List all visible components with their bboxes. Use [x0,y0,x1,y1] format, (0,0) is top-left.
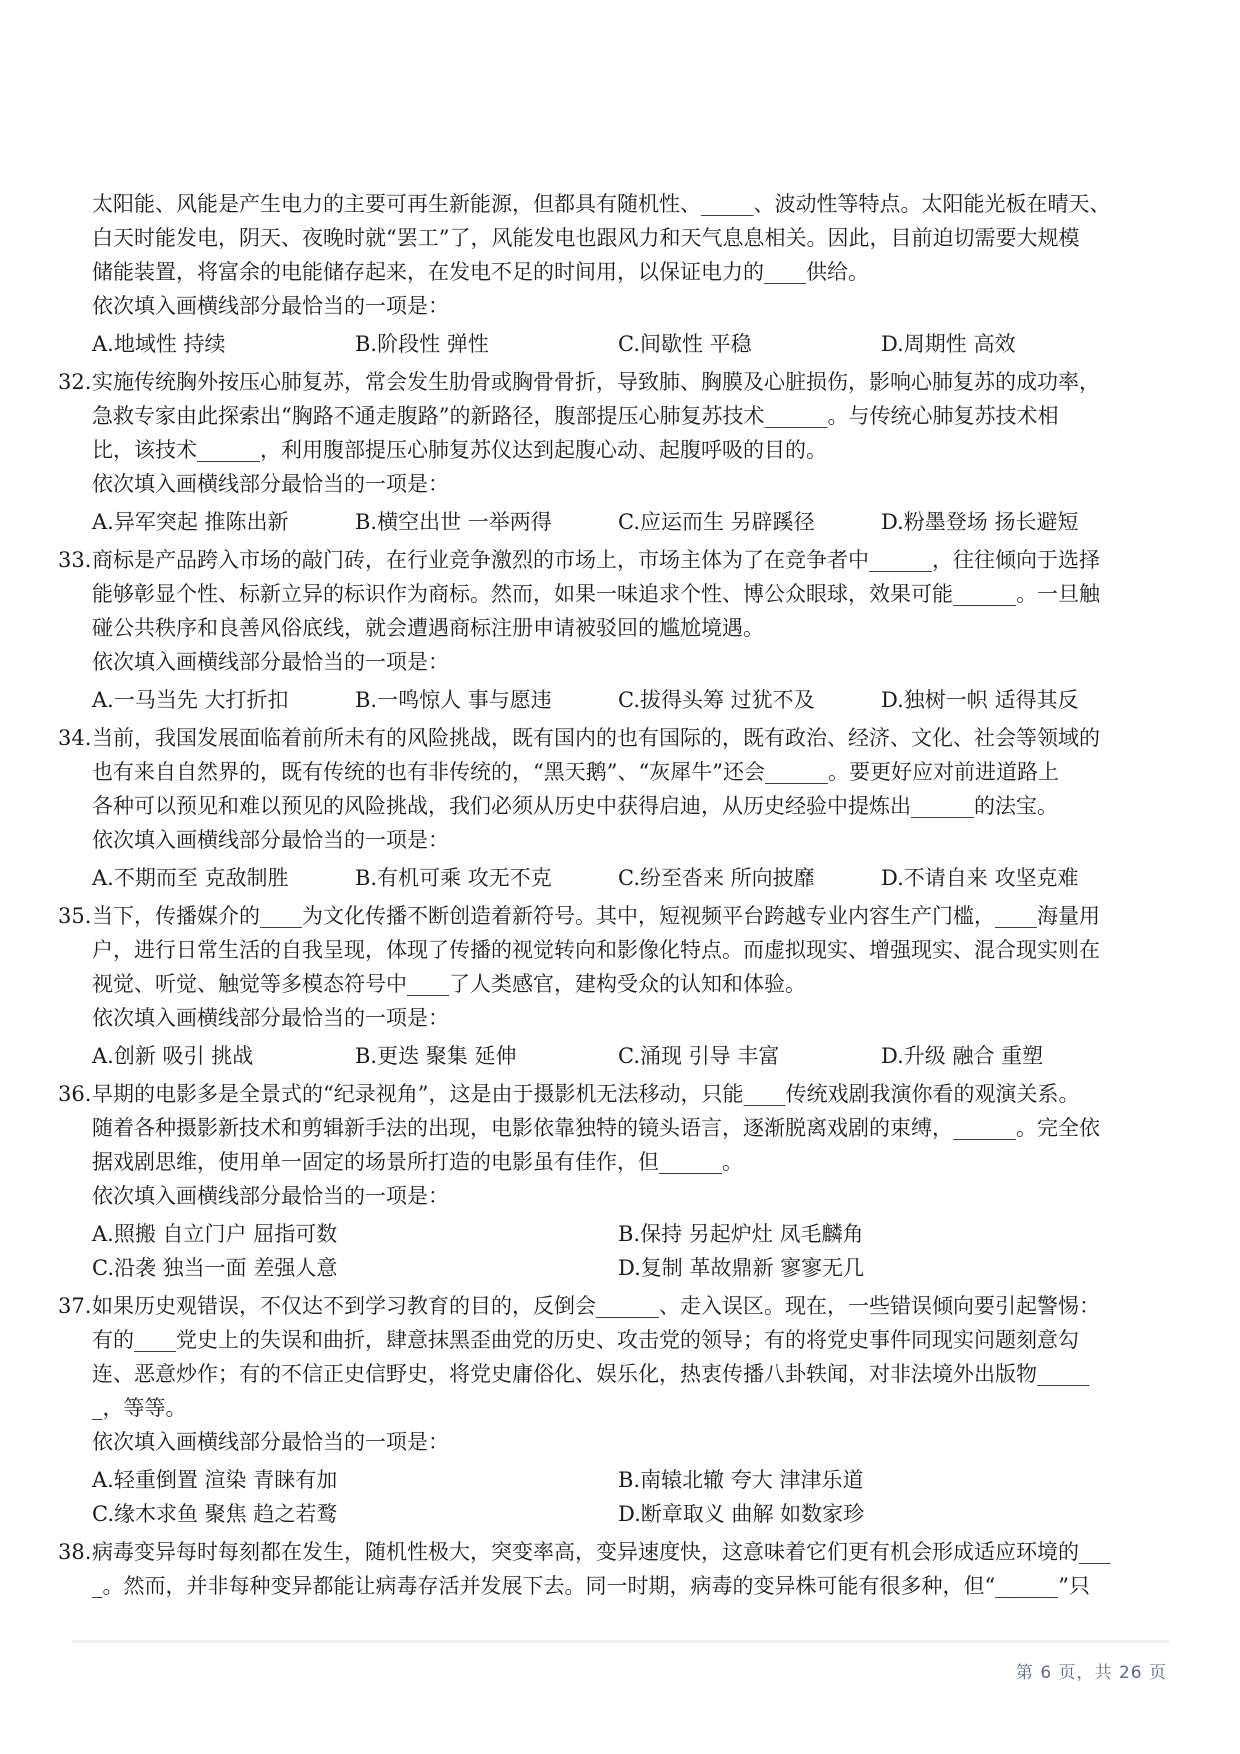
answer-option: A.照搬 自立门户 屈指可数 [92,1222,338,1246]
answer-option: C.应运而生 另辟蹊径 [618,510,815,534]
options-row [92,505,1152,539]
footer-divider [72,1640,1169,1643]
question-number: 32. [58,370,92,394]
question-text-line: 各种可以预见和难以预见的风险挑战，我们必须从历史中获得启迪，从历史经验中提炼出______的法宝。 [92,794,1058,818]
answer-option: A.不期而至 克敌制胜 [92,866,289,890]
options-row [92,861,1152,895]
answer-options [92,861,1152,895]
options-row [92,1251,1152,1285]
question-text-line: 当下，传播媒介的____为文化传播不断创造着新符号。其中，短视频平台跨越专业内容生产门槛，____海量用 [92,904,1100,928]
question-prompt: 依次填入画横线部分最恰当的一项是： [92,1430,449,1454]
answer-option: B.南辕北辙 夸大 津津乐道 [618,1468,864,1492]
answer-option: A.地域性 持续 [92,332,226,356]
answer-option: C.间歇性 平稳 [618,332,752,356]
question-number: 37. [58,1294,92,1318]
answer-options [92,327,1152,361]
question-text-line: 如果历史观错误，不仅达不到学习教育的目的，反倒会______、走入误区。现在，一些错误倾向要引起警惕： [92,1294,1100,1318]
question-prompt: 依次填入画横线部分最恰当的一项是： [92,650,449,674]
question-text-line: 太阳能、风能是产生电力的主要可再生新能源，但都具有随机性、_____、波动性等特点。太阳能光板在晴天、 [92,192,1111,216]
question-text-line: 实施传统胸外按压心肺复苏，常会发生肋骨或胸骨骨折，导致肺、胸膜及心脏损伤，影响心肺复苏的成功率， [92,370,1100,394]
question-block [58,1077,1152,1285]
question-block [58,721,1152,895]
question-text-line: 早期的电影多是全景式的“纪录视角”，这是由于摄影机无法移动，只能____传统戏剧我演你看的观演关系。 [92,1082,1080,1106]
options-row [92,683,1152,717]
question-prompt: 依次填入画横线部分最恰当的一项是： [92,1006,449,1030]
question-prompt: 依次填入画横线部分最恰当的一项是： [92,1184,449,1208]
answer-option: D.周期性 高效 [881,332,1016,356]
options-row [92,1217,1152,1251]
options-row [92,1463,1152,1497]
answer-option: C.拔得头筹 过犹不及 [618,688,815,712]
answer-option: D.粉墨登场 扬长避短 [881,510,1079,534]
question-text-line: 也有来自自然界的，既有传统的也有非传统的，“黑天鹅”、“灰犀牛”还会______。要更好应对前进道路上 [92,760,1059,784]
question-text-line: 碰公共秩序和良善风俗底线，就会遭遇商标注册申请被驳回的尴尬境遇。 [92,616,764,640]
question-text-line: 能够彰显个性、标新立异的标识作为商标。然而，如果一味追求个性、博公众眼球，效果可能______。一旦触 [92,582,1100,606]
answer-options [92,683,1152,717]
question-block [58,543,1152,717]
question-text-line: 有的____党史上的失误和曲折，肆意抹黑歪曲党的历史、攻击党的领导；有的将党史事件同现实问题刻意勾 [92,1328,1079,1352]
answer-option: B.保持 另起炉灶 凤毛麟角 [618,1222,864,1246]
answer-option: A.创新 吸引 挑战 [92,1044,254,1068]
question-block [58,1535,1152,1603]
answer-option: A.轻重倒置 渲染 青睐有加 [92,1468,338,1492]
question-prompt: 依次填入画横线部分最恰当的一项是： [92,472,449,496]
exam-page-content [58,187,1152,1603]
question-text-line: 白天时能发电，阴天、夜晚时就“罢工”了，风能发电也跟风力和天气息息相关。因此，目前迫切需要大规模 [92,226,1080,250]
answer-option: C.沿袭 独当一面 差强人意 [92,1256,338,1280]
answer-options [92,1039,1152,1073]
answer-options [92,1463,1152,1531]
options-row [92,327,1152,361]
options-row [92,1497,1152,1531]
question-block [92,187,1152,361]
question-text-line: 当前，我国发展面临着前所未有的风险挑战，既有国内的也有国际的，既有政治、经济、文化、社会等领域的 [92,726,1100,750]
answer-option: C.涌现 引导 丰富 [618,1044,780,1068]
answer-option: B.阶段性 弹性 [355,332,489,356]
answer-option: D.不请自来 攻坚克难 [881,866,1079,890]
answer-option: C.缘木求鱼 聚焦 趋之若鹜 [92,1502,338,1526]
question-text-line: 储能装置，将富余的电能储存起来，在发电不足的时间用，以保证电力的____供给。 [92,260,869,284]
question-text-line: 随着各种摄影新技术和剪辑新手法的出现，电影依靠独特的镜头语言，逐渐脱离戏剧的束缚，______。完全依 [92,1116,1100,1140]
answer-option: B.一鸣惊人 事与愿违 [355,688,552,712]
answer-option: B.有机可乘 攻无不克 [355,866,552,890]
question-prompt: 依次填入画横线部分最恰当的一项是： [92,294,449,318]
answer-option: B.更迭 聚集 延伸 [355,1044,517,1068]
question-prompt: 依次填入画横线部分最恰当的一项是： [92,828,449,852]
question-text-line: 连、恶意炒作；有的不信正史信野史，将党史庸俗化、娱乐化，热衷传播八卦轶闻，对非法境外出版物_____ [92,1362,1090,1386]
question-number: 35. [58,904,92,928]
question-text-line: _。然而，并非每种变异都能让病毒存活并发展下去。同一时期，病毒的变异株可能有很多种，但“______”只 [92,1574,1090,1598]
answer-option: D.断章取义 曲解 如数家珍 [618,1502,865,1526]
question-text-line: 病毒变异每时每刻都在发生，随机性极大，突变率高，变异速度快，这意味着它们更有机会形成适应环境的___ [92,1540,1111,1564]
question-text-line: 急救专家由此探索出“胸路不通走腹路”的新路径，腹部提压心肺复苏技术______。与传统心肺复苏技术相 [92,404,1059,428]
question-text-line: 据戏剧思维，使用单一固定的场景所打造的电影虽有佳作，但______。 [92,1150,743,1174]
answer-option: D.独树一帜 适得其反 [881,688,1079,712]
answer-option: D.复制 革故鼎新 寥寥无几 [618,1256,865,1280]
answer-option: B.横空出世 一举两得 [355,510,552,534]
question-number: 33. [58,548,92,572]
question-number: 34. [58,726,92,750]
answer-options [92,505,1152,539]
question-text-line: _，等等。 [92,1396,187,1420]
question-text-line: 视觉、听觉、触觉等多模态符号中____了人类感官，建构受众的认知和体验。 [92,972,806,996]
answer-option: A.异军突起 推陈出新 [92,510,289,534]
question-block [58,1289,1152,1531]
answer-option: C.纷至沓来 所向披靡 [618,866,815,890]
answer-options [92,1217,1152,1285]
question-block [58,899,1152,1073]
question-text-line: 商标是产品跨入市场的敲门砖，在行业竞争激烈的市场上，市场主体为了在竞争者中______，往往倾向于选择 [92,548,1100,572]
answer-option: A.一马当先 大打折扣 [92,688,289,712]
question-number: 38. [58,1540,92,1564]
options-row [92,1039,1152,1073]
question-block [58,365,1152,539]
answer-option: D.升级 融合 重塑 [881,1044,1044,1068]
question-number: 36. [58,1082,92,1106]
page-number: 第 6 页，共 26 页 [1015,1663,1167,1683]
question-text-line: 户，进行日常生活的自我呈现，体现了传播的视觉转向和影像化特点。而虚拟现实、增强现实、混合现实则在 [92,938,1100,962]
question-text-line: 比，该技术______，利用腹部提压心肺复苏仪达到起腹心动、起腹呼吸的目的。 [92,438,827,462]
